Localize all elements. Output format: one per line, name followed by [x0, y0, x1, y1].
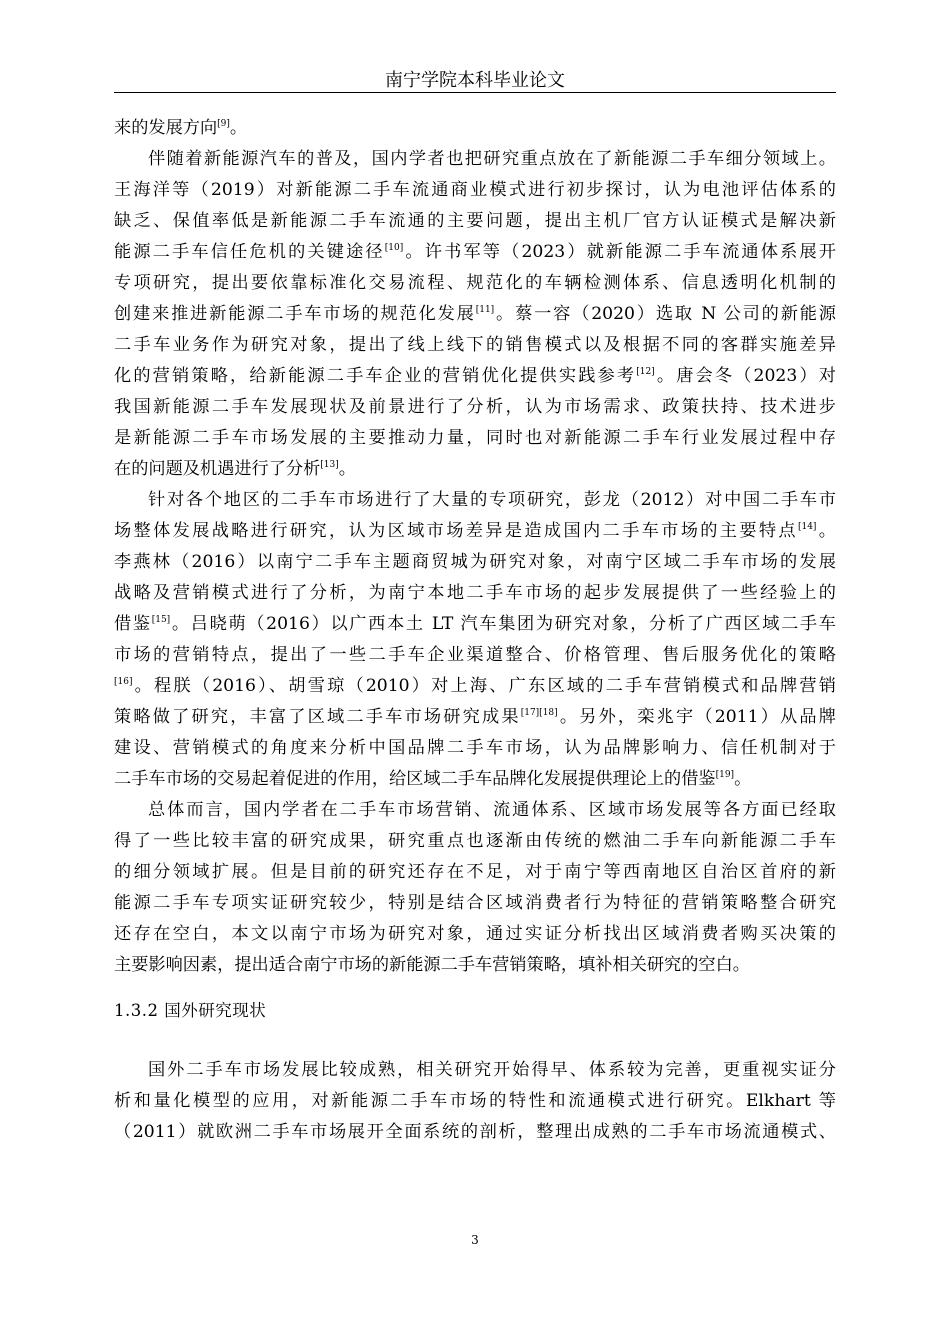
- text-run: 。唐会冬（2023）对: [654, 366, 836, 386]
- text-run: 市场的营销特点，提出了一些二手车企业渠道整合、价格管理、售后服务优化的策略: [114, 645, 836, 665]
- text-line: [114, 330, 836, 361]
- text-run: 析和量化模型的应用，对新能源二手车市场的特性和流通模式进行研究。Elkhart 等: [114, 1091, 836, 1111]
- text-line: [114, 113, 836, 144]
- text-line: [114, 516, 836, 547]
- text-line: [114, 764, 836, 795]
- document-body: [114, 113, 836, 1148]
- text-line: [114, 144, 836, 175]
- text-run: 是新能源二手车市场发展的主要推动力量，同时也对新能源二手车行业发展过程中存: [114, 428, 836, 448]
- text-run: 二手车业务作为研究对象，提出了线上线下的销售模式以及根据不同的客群实施差异: [114, 335, 836, 355]
- text-run: 王海洋等（2019）对新能源二手车流通商业模式进行初步探讨，认为电池评估体系的: [114, 180, 836, 200]
- text-run: 在的问题及机遇进行了分析: [114, 459, 321, 479]
- text-run: 主要影响因素，提出适合南宁市场的新能源二手车营销策略，填补相关研究的空白。: [114, 955, 750, 975]
- text-run: 策略做了研究，丰富了区域二手车市场研究成果: [114, 707, 521, 727]
- text-line: [114, 392, 836, 423]
- text-line: [114, 578, 836, 609]
- text-run: 来的发展方向: [114, 118, 218, 138]
- text-run: 的细分领域扩展。但是目前的研究还存在不足，对于南宁等西南地区自治区首府的新: [114, 862, 836, 882]
- text-run: 国外二手车市场发展比较成熟，相关研究开始得早、体系较为完善，更重视实证分: [148, 1060, 836, 1080]
- text-line: [114, 423, 836, 454]
- citation-ref: [19]: [715, 770, 735, 780]
- text-run: 。另外，栾兆宇（2011）从品牌: [557, 707, 836, 727]
- citation-ref: [10]: [384, 243, 404, 253]
- text-line: [114, 206, 836, 237]
- text-line: [114, 733, 836, 764]
- citation-ref: [14]: [797, 522, 817, 532]
- text-run: 能源二手车信任危机的关键途径: [114, 242, 385, 262]
- text-line: [114, 1086, 836, 1117]
- text-run: 。许书军等（2023）就新能源二手车流通体系展开: [403, 242, 836, 262]
- text-line: [114, 640, 836, 671]
- text-run: 总体而言，国内学者在二手车市场营销、流通体系、区域市场发展等各方面已经取: [148, 800, 836, 820]
- text-line: [114, 485, 836, 516]
- text-line: [114, 609, 836, 640]
- text-line: [114, 888, 836, 919]
- text-line: [114, 454, 836, 485]
- citation-ref: [11]: [475, 305, 495, 315]
- text-run: 针对各个地区的二手车市场进行了大量的专项研究，彭龙（2012）对中国二手车市: [148, 490, 836, 510]
- page-number: 3: [471, 1233, 479, 1247]
- text-line: [114, 826, 836, 857]
- text-run: 。: [229, 118, 248, 138]
- running-header: 南宁学院本科毕业论文: [385, 70, 565, 91]
- text-run: 李燕林（2016）以南宁二手车主题商贸城为研究对象，对南宁区域二手车市场的发展: [114, 552, 836, 572]
- text-run: 。: [338, 459, 356, 479]
- text-run: 。蔡一容（2020）选取 N 公司的新能源: [494, 304, 836, 324]
- text-line: [114, 1117, 836, 1148]
- text-run: 我国新能源二手车发展现状及前景进行了分析，认为市场需求、政策扶持、技术进步: [114, 397, 836, 417]
- citation-ref: [15]: [151, 615, 171, 625]
- citation-ref: [13]: [320, 460, 339, 470]
- text-run: 能源二手车专项实证研究较少，特别是结合区域消费者行为特征的营销策略整合研究: [114, 893, 836, 913]
- text-run: 缺乏、保值率低是新能源二手车流通的主要问题，提出主机厂官方认证模式是解决新: [114, 211, 836, 231]
- citation-ref: [16]: [114, 677, 133, 687]
- text-run: 建设、营销模式的角度来分析中国品牌二手车市场，认为品牌影响力、信任机制对于: [114, 738, 836, 758]
- text-line: [114, 671, 836, 702]
- paragraph-block-foreign: [114, 1055, 836, 1148]
- text-line: [114, 950, 836, 981]
- text-line: [114, 268, 836, 299]
- citation-ref: [17][18]: [520, 708, 558, 718]
- text-line: [114, 857, 836, 888]
- text-line: [114, 547, 836, 578]
- text-run: 专项研究，提出要依靠标准化交易流程、规范化的车辆检测体系、信息透明化机制的: [114, 273, 836, 293]
- text-run: 伴随着新能源汽车的普及，国内学者也把研究重点放在了新能源二手车细分领域上。: [148, 149, 836, 169]
- text-run: 化的营销策略，给新能源二手车企业的营销优化提供实践参考: [114, 366, 637, 386]
- citation-ref: [9]: [217, 119, 230, 129]
- text-run: 二手车市场的交易起着促进的作用，给区域二手车品牌化发展提供理论上的借鉴: [114, 769, 716, 789]
- text-line: [114, 702, 836, 733]
- text-run: 。: [816, 521, 836, 541]
- text-run: 。程朕（2016）、胡雪琼（2010）对上海、广东区域的二手车营销模式和品牌营销: [132, 676, 836, 696]
- paragraph-block-domestic: [114, 113, 836, 981]
- text-run: 战略及营销模式进行了分析，为南宁本地二手车市场的起步发展提供了一些经验上的: [114, 583, 836, 603]
- text-run: 创建来推进新能源二手车市场的规范化发展: [114, 304, 476, 324]
- text-run: 场整体发展战略进行研究，认为区域市场差异是造成国内二手车市场的主要特点: [114, 521, 798, 541]
- text-line: [114, 1055, 836, 1086]
- heading-spacer: [114, 1026, 836, 1055]
- text-line: [114, 361, 836, 392]
- header-rule: [114, 92, 836, 93]
- text-line: [114, 919, 836, 950]
- text-run: 。吕晓萌（2016）以广西本土 LT 汽车集团为研究对象，分析了广西区域二手车: [170, 614, 836, 634]
- text-line: [114, 175, 836, 206]
- text-run: 得了一些比较丰富的研究成果，研究重点也逐渐由传统的燃油二手车向新能源二手车: [114, 831, 836, 851]
- text-line: [114, 299, 836, 330]
- text-run: 还存在空白，本文以南宁市场为研究对象，通过实证分析找出区域消费者购买决策的: [114, 924, 836, 944]
- citation-ref: [12]: [636, 367, 655, 377]
- text-line: [114, 237, 836, 268]
- text-run: 。: [734, 769, 752, 789]
- text-line: [114, 795, 836, 826]
- text-run: （2011）就欧洲二手车市场展开全面系统的剖析，整理出成熟的二手车市场流通模式、: [114, 1122, 836, 1142]
- section-heading: 1.3.2 国外研究现状: [114, 1001, 267, 1020]
- text-run: 借鉴: [114, 614, 152, 634]
